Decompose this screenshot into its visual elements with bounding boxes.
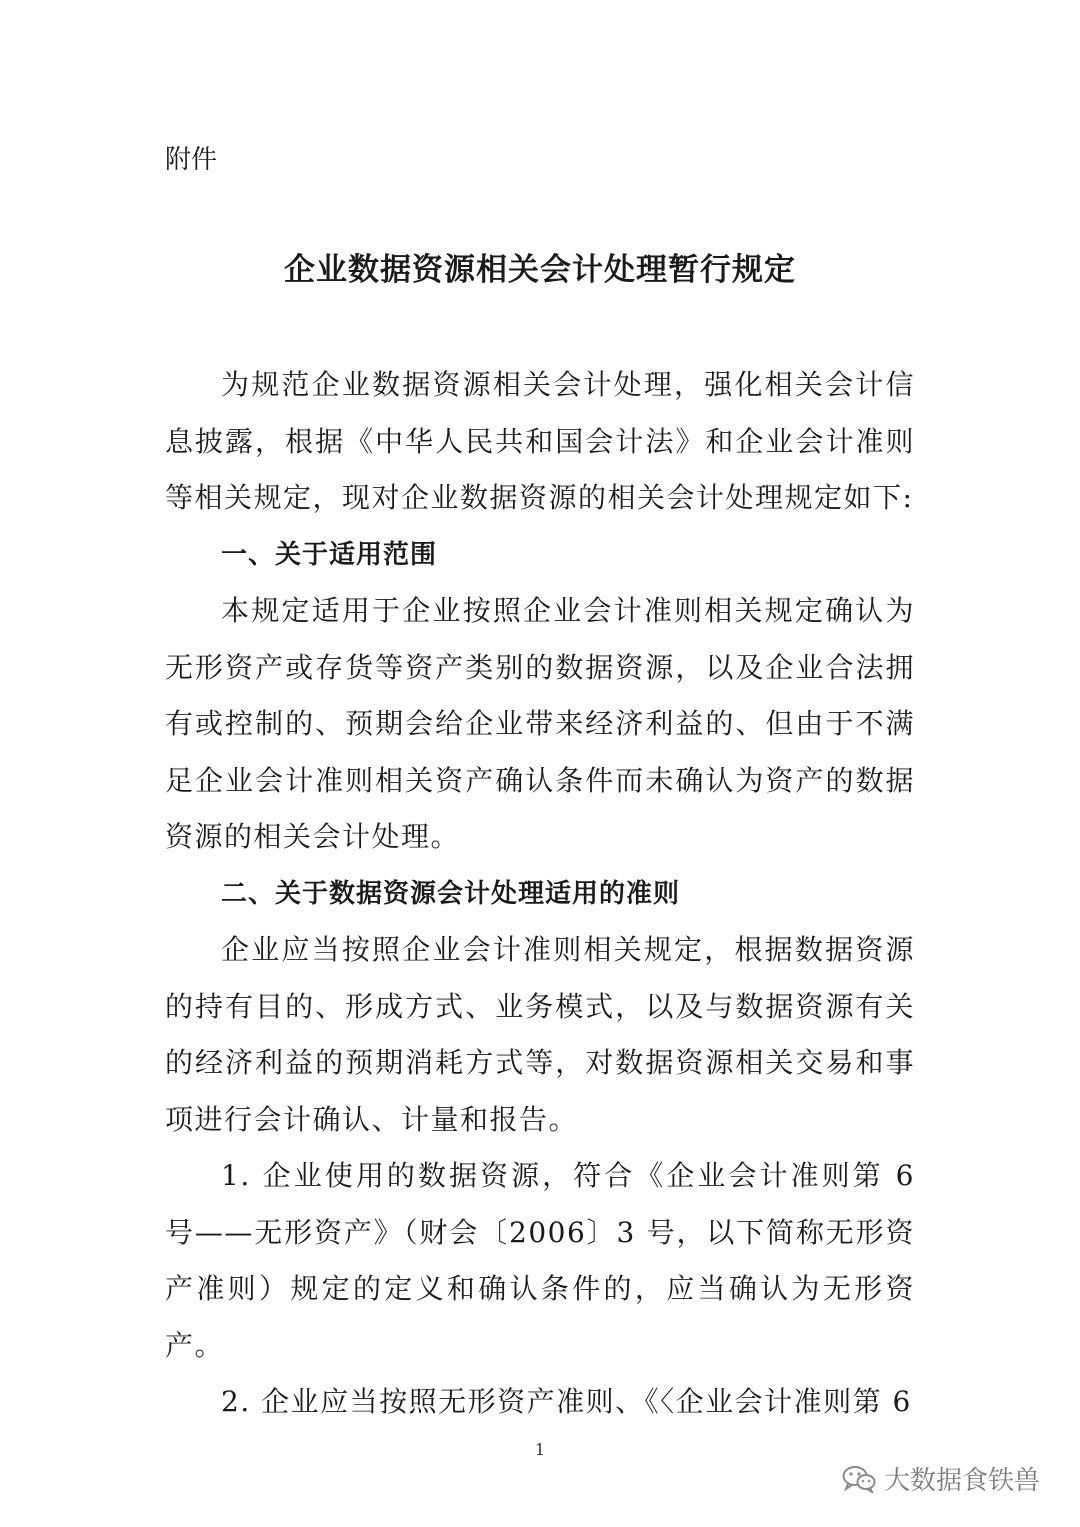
page-number: 1	[534, 1440, 546, 1459]
section-paragraph-scope: 本规定适用于企业按照企业会计准则相关规定确认为无形资产或存货等资产类别的数据资源，以及企业合法拥有或控制的、预期会给企业带来经济利益的、但由于不满足企业会计准则相关资产确认条件而未确认为资产的数据资源的相关会计处理。	[165, 594, 915, 853]
watermark-text: 大数据食铁兽	[883, 1466, 1040, 1496]
wechat-icon	[842, 1465, 876, 1493]
list-item-1: 1. 企业使用的数据资源，符合《企业会计准则第 6 号——无形资产》（财会〔2006〕3 号，以下简称无形资产准则）规定的定义和确认条件的，应当确认为无形资产。	[165, 1159, 915, 1362]
document-body	[165, 357, 915, 1431]
section-paragraph-standards: 企业应当按照企业会计准则相关规定，根据数据资源的持有目的、形成方式、业务模式，以及与数据资源有关的经济利益的预期消耗方式等，对数据资源相关交易和事项进行会计确认、计量和报告。	[165, 933, 915, 1136]
document-title: 企业数据资源相关会计处理暂行规定	[284, 252, 796, 288]
intro-paragraph: 为规范企业数据资源相关会计处理，强化相关会计信息披露，根据《中华人民共和国会计法》和企业会计准则等相关规定，现对企业数据资源的相关会计处理规定如下:	[165, 368, 915, 514]
attachment-label: 附件	[165, 145, 218, 175]
section-heading-scope: 一、关于适用范围	[221, 539, 438, 570]
watermark	[842, 1460, 1040, 1497]
section-heading-standards: 二、关于数据资源会计处理适用的准则	[221, 878, 681, 909]
list-item-2: 2. 企业应当按照无形资产准则、《〈企业会计准则第 6	[221, 1385, 912, 1418]
